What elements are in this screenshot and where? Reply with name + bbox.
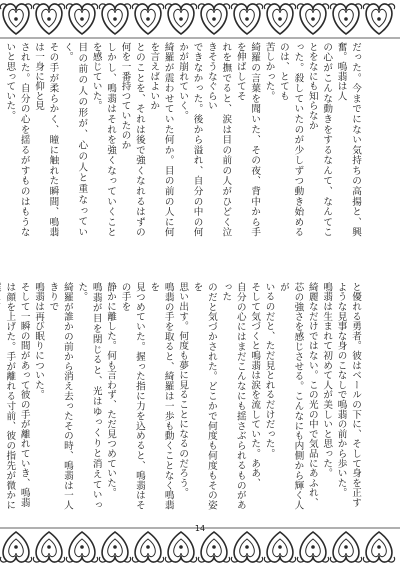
upper-paragraph: だった。今までにない気持ちの高揚と、興奮。鳴翡は人 の心がこんな動きをするなんて、なんてことをなにも知らなか った。殺していたのが少しずつ動き始めるのは、とても 苦しかった。 綺羅の言葉を聞いた、その夜、背中から手を伸ばしてそ れを撫でると、涙は目の前の人がひどく泣きそうなぐらい できなかった。後から溢れ、自分の中の何かが崩れていく。 綺羅が震わせていた何か。目の前の人に何を言えばよいか とのことを、それは後で強くなれるはずの何を一番持つていたのか しかし、鳴翡はそれを強くなっていくことを感じていた。 目の前の人の形が、心の人と重なっていく。 その手が柔らかく、瞳に触れた瞬間、鳴翡は一身に仰と見 された。自分の心を揺るがすものはもうないと思っていた。 <box>4 42 361 237</box>
bottom-ornamental-border <box>0 526 400 566</box>
ornament-motif <box>231 4 262 34</box>
body-text-lower <box>4 282 362 510</box>
ornament-motif <box>363 4 394 34</box>
ornament-motif <box>297 4 328 34</box>
ornament-motif <box>165 4 196 34</box>
ornament-motif <box>165 532 196 562</box>
ornament-motif <box>33 532 64 562</box>
ornament-motif <box>198 532 229 562</box>
body-text-upper <box>4 42 362 237</box>
ornament-motif <box>231 532 262 562</box>
ornament-motif <box>132 532 163 562</box>
ornament-motif <box>297 532 328 562</box>
ornament-motif <box>33 4 64 34</box>
ornament-motif <box>0 532 31 562</box>
ornament-motif <box>66 532 97 562</box>
ornament-motif <box>330 4 361 34</box>
ornament-motif <box>198 4 229 34</box>
ornament-motif <box>363 532 394 562</box>
top-ornamental-border <box>0 0 400 40</box>
ornament-motif <box>264 4 295 34</box>
ornament-motif <box>99 4 130 34</box>
page-number: 14 <box>194 524 206 533</box>
lower-paragraph: と優れる勇者。彼はベールの下に、そして身を正す ような見事な身のこなしで鳴翡の前から歩いた。 鳴翡は生まれて初めて人が美しいと思った。 綺麗なだけではない。この光の中で気品にあふれ、 芯の強さを感じさせる。こんなにも内側から輝く人が いるのだと、ただ見とれるだけだった。 そして気づくと鳴翡は涙を流していた。ああ、 自分の心にはまだこんなにも揺さぶられるものがあった のだと気づかされた。どこかで何度も何度もその姿を 思い出す。何度も夢に見ることになるのだろう。 鳴翡の手を取ると、綺羅は一歩も動くことなく鳴翡を 見つめていた。握った指に力を込めると、鳴翡はその手を 静かに離した。何も言わず、ただ見つめていた。 鳴翡が目を閉じると、光はゆっくりと消えていった。 綺羅が誰かの前から消え去ったその時、鳴翡は一人きりで 鳴翡は再び眠りについた。 そして一瞬の間があって彼の手が離れていき、鳴翡 は顔を上げた。手が離れる寸前、彼の指先が微かに <box>4 282 361 510</box>
ornament-motif <box>99 532 130 562</box>
ornament-motif <box>132 4 163 34</box>
ornament-motif <box>0 4 31 34</box>
ornament-motif <box>264 532 295 562</box>
ornament-motif <box>330 532 361 562</box>
ornament-motif <box>66 4 97 34</box>
